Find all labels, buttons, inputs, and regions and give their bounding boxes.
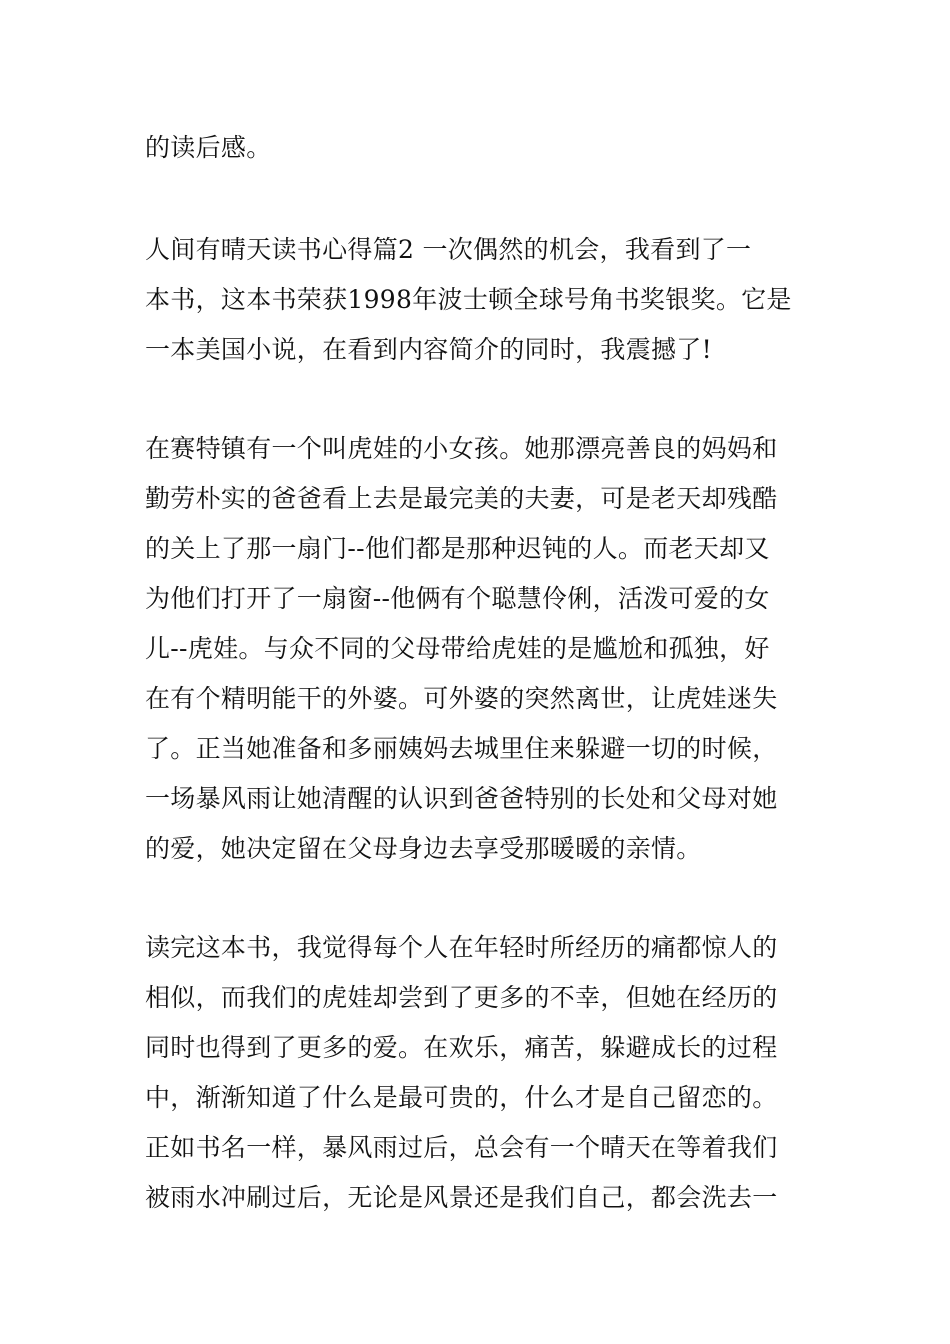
text-line: 中，渐渐知道了什么是最可贵的，什么才是自己留恋的。 [145,1083,778,1112]
text-line: 正如书名一样，暴风雨过后，总会有一个晴天在等着我们 [145,1133,778,1162]
text-line: 人间有晴天读书心得篇2 一次偶然的机会，我看到了一 [145,235,752,264]
text-line: 被雨水冲刷过后，无论是风景还是我们自己，都会洗去一 [145,1183,778,1212]
text-line: 相似，而我们的虎娃却尝到了更多的不幸，但她在经历的 [145,983,778,1012]
text-line: 为他们打开了一扇窗--他俩有个聪慧伶俐，活泼可爱的女 [145,584,770,613]
text-line: 在赛特镇有一个叫虎娃的小女孩。她那漂亮善良的妈妈和 [145,434,778,463]
text-line: 儿--虎娃。与众不同的父母带给虎娃的是尴尬和孤独，好 [145,634,770,663]
text-line: 一本美国小说，在看到内容简介的同时，我震撼了! [145,335,712,364]
text-line: 的读后感。 [145,133,272,162]
text-line: 的关上了那一扇门--他们都是那种迟钝的人。而老天却又 [145,534,770,563]
text-line: 本书，这本书荣获1998年波士顿全球号角书奖银奖。它是 [145,285,792,314]
text-line: 一场暴风雨让她清醒的认识到爸爸特别的长处和父母对她 [145,784,778,813]
text-line: 在有个精明能干的外婆。可外婆的突然离世，让虎娃迷失 [145,684,778,713]
text-line: 读完这本书，我觉得每个人在年轻时所经历的痛都惊人的 [145,933,778,962]
text-line: 的爱，她决定留在父母身边去享受那暖暖的亲情。 [145,834,702,863]
text-line: 了。正当她准备和多丽姨妈去城里住来躲避一切的时候， [145,734,778,763]
text-line: 勤劳朴实的爸爸看上去是最完美的夫妻，可是老天却残酷 [145,484,778,513]
text-line: 同时也得到了更多的爱。在欢乐，痛苦，躲避成长的过程 [145,1033,778,1062]
